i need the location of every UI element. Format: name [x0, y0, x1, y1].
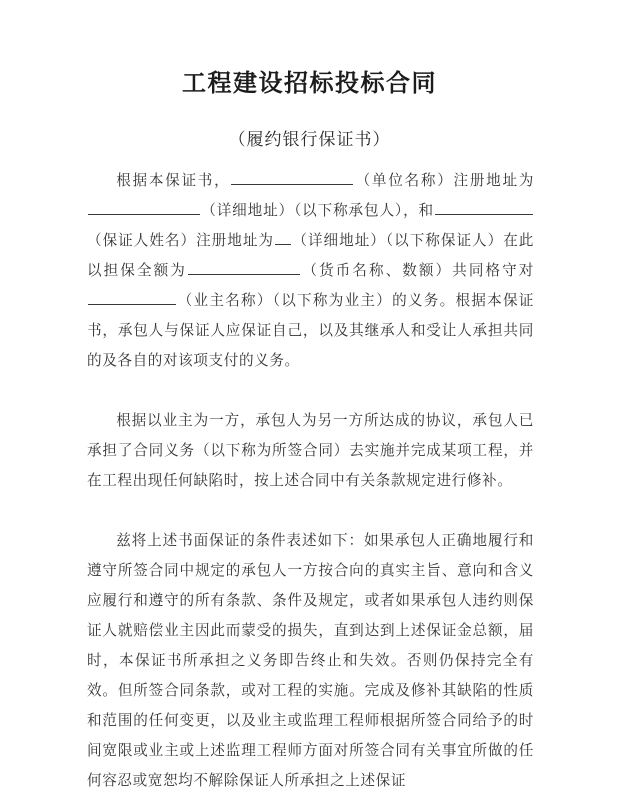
- paragraph-text-run: （单位名称）注册地址为: [354, 172, 534, 189]
- fill-in-blank[interactable]: [88, 289, 176, 305]
- paragraph-text-run: 根据以业主为一方，承包人为另一方所达成的协议，承包人已承担了合同义务（以下称为所签合同）去实施并完成某项工程，并在工程出现任何缺陷时，按上述合同中有关条款规定进行修补。: [87, 412, 534, 489]
- paragraph-guarantee-conditions: [87, 526, 534, 796]
- document-subtitle: （履约银行保证书）: [228, 130, 391, 150]
- paragraph-contract-obligation: [87, 406, 534, 496]
- paragraph-guarantee-preamble: [87, 166, 534, 376]
- paragraph-text-run: （详细地址）（以下称保证人）在此以担保全额为: [87, 232, 534, 279]
- paragraph-text-run: （业主名称）（以下称为业主）的义务。根据本保证书，承包人与保证人应保证自己，以及其继承人和受让人承担共同的及各自的对该项支付的义务。: [87, 292, 534, 369]
- document-body: [87, 166, 534, 796]
- fill-in-blank[interactable]: [275, 229, 291, 245]
- fill-in-blank[interactable]: [188, 259, 300, 275]
- fill-in-blank[interactable]: [88, 199, 200, 215]
- document-title: 工程建设招标投标合同: [182, 69, 437, 97]
- paragraph-text-run: 根据本保证书，: [116, 172, 231, 189]
- paragraph-text-run: （保证人姓名）注册地址为: [87, 232, 274, 249]
- fill-in-blank[interactable]: [435, 199, 533, 215]
- paragraph-text-run: 兹将上述书面保证的条件表述如下：如果承包人正确地履行和遵守所签合同中规定的承包人一方按合向的真实主旨、意向和含义应履行和遵守的所有条款、条件及规定，或者如果承包人违约则保证人就赔偿业主因此而蒙受的损失，直到达到上述保证金总额，届时，本保证书所承担之义务即告终止和失效。否则仍保持完全有效。但所签合同条款，或对工程的实施。完成及修补其缺陷的性质和范围的任何变更，以及业主或监理工程师根据所签合同给予的时间宽限或业主或上述监理工程师方面对所签合同有关事宜所做的任何容忍或宽恕均不解除保证人所承担之上述保证: [87, 532, 534, 789]
- paragraph-text-run: （详细地址）（以下称承包人），和: [201, 202, 434, 219]
- paragraph-text-run: （货币名称、数额）共同格守对: [300, 262, 534, 279]
- fill-in-blank[interactable]: [231, 169, 353, 185]
